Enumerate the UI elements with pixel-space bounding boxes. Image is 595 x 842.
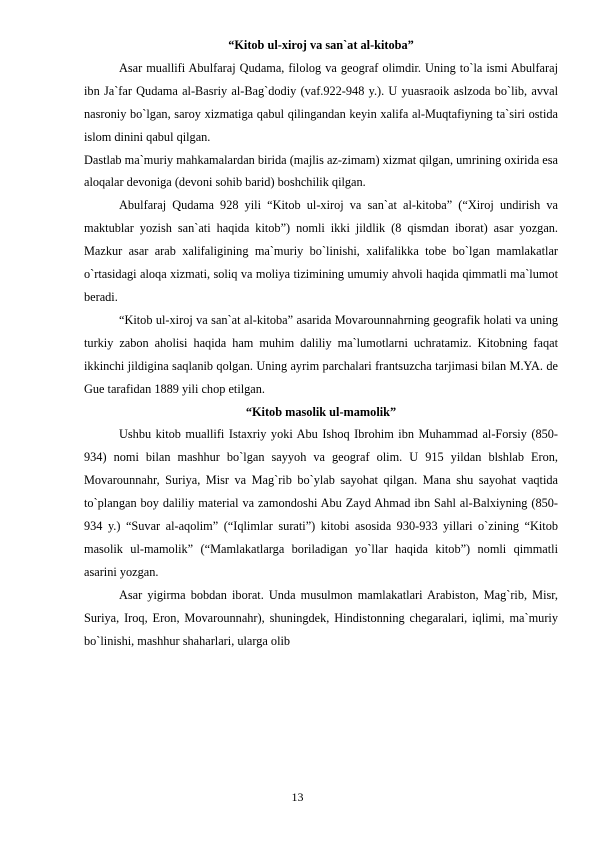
paragraph: Ushbu kitob muallifi Istaxriy yoki Abu Ishoq Ibrohim ibn Muhammad al-Forsiy (850-934) nomi bilan mashhur bo`lgan sayyoh va geograf olim. U 915 yildan blshlab Eron, Movarounnahr, Suriya, Misr va Mag`rib bo`ylab sayohat qilgan. Mana shu sayohat vaqtida to`plangan boy daliliy material va zamondoshi Abu Zayd Ahmad ibn Sahl al-Balxiyning (850-934 y.) “Suvar al-aqolim” (“Iqlimlar surati”) kitobi asosida 930-933 yillari o`zining “Kitob masolik ul-mamolik” (“Mamlakatlarga boriladigan yo`llar haqida kitob”) nomli qimmatli asarini yozgan. xyxy=(84,427,558,579)
section-heading-kitob-ul-xiroj: “Kitob ul-xiroj va san`at al-kitoba” xyxy=(228,38,414,52)
paragraph: Asar muallifi Abulfaraj Qudama, filolog va geograf olimdir. Uning to`la ismi Abulfaraj ibn Ja`far Qudama al-Basriy al-Bag`dodiy (vaf.922-948 y.). U yuasraoik aslzoda bo`lib, avval nasroniy bo`lgan, saroy xizmatiga qabul qilingandan keyin xalifa al-Muqtafiyning ta`siri ostida islom dinini qabul qilgan. xyxy=(84,60,558,144)
paragraph: Abulfaraj Qudama 928 yili “Kitob ul-xiroj va san`at al-kitoba” (“Xiroj undirish va maktublar yozish san`ati haqida kitob”) nomli ikki jildlik (8 qismdan iborat) asar yozgan. Mazkur asar arab xalifaligining ma`muriy bo`linishi, xalifalikka tobe bo`lgan mamlakatlar o`rtasidagi aloqa xizmati, soliq va moliya tizimining umumiy ahvoli haqida qimmatli ma`lumot beradi. xyxy=(84,198,558,304)
paragraph: Asar yigirma bobdan iborat. Unda musulmon mamlakatlari Arabiston, Mag`rib, Misr, Suriya, Iroq, Eron, Movarounnahr), shuningdek, Hindistonning chegaralari, iqlimi, ma`muriy bo`linishi, mashhur shaharlari, ularga olib xyxy=(84,587,558,648)
paragraph: Dastlab ma`muriy mahkamalardan birida (majlis az-zimam) xizmat qilgan, umrining oxirida esa aloqalar devoniga (devoni sohib barid) boshchilik qilgan. xyxy=(84,152,558,190)
section-heading-kitob-masolik: “Kitob masolik ul-mamolik” xyxy=(245,404,397,419)
paragraph: “Kitob ul-xiroj va san`at al-kitoba” asarida Movarounnahrning geografik holati va uning turkiy zabon aholisi haqida ham muhim daliliy ma`lumotlarni uchratamiz. Kitobning faqat ikkinchi jildigina saqlanib qolgan. Uning ayrim parchalari frantsuzcha tarjimasi bilan M.YA. de Gue tarafidan 1889 yili chop etilgan. xyxy=(84,312,558,396)
page-content xyxy=(84,34,558,652)
page-number: 13 xyxy=(291,790,304,804)
